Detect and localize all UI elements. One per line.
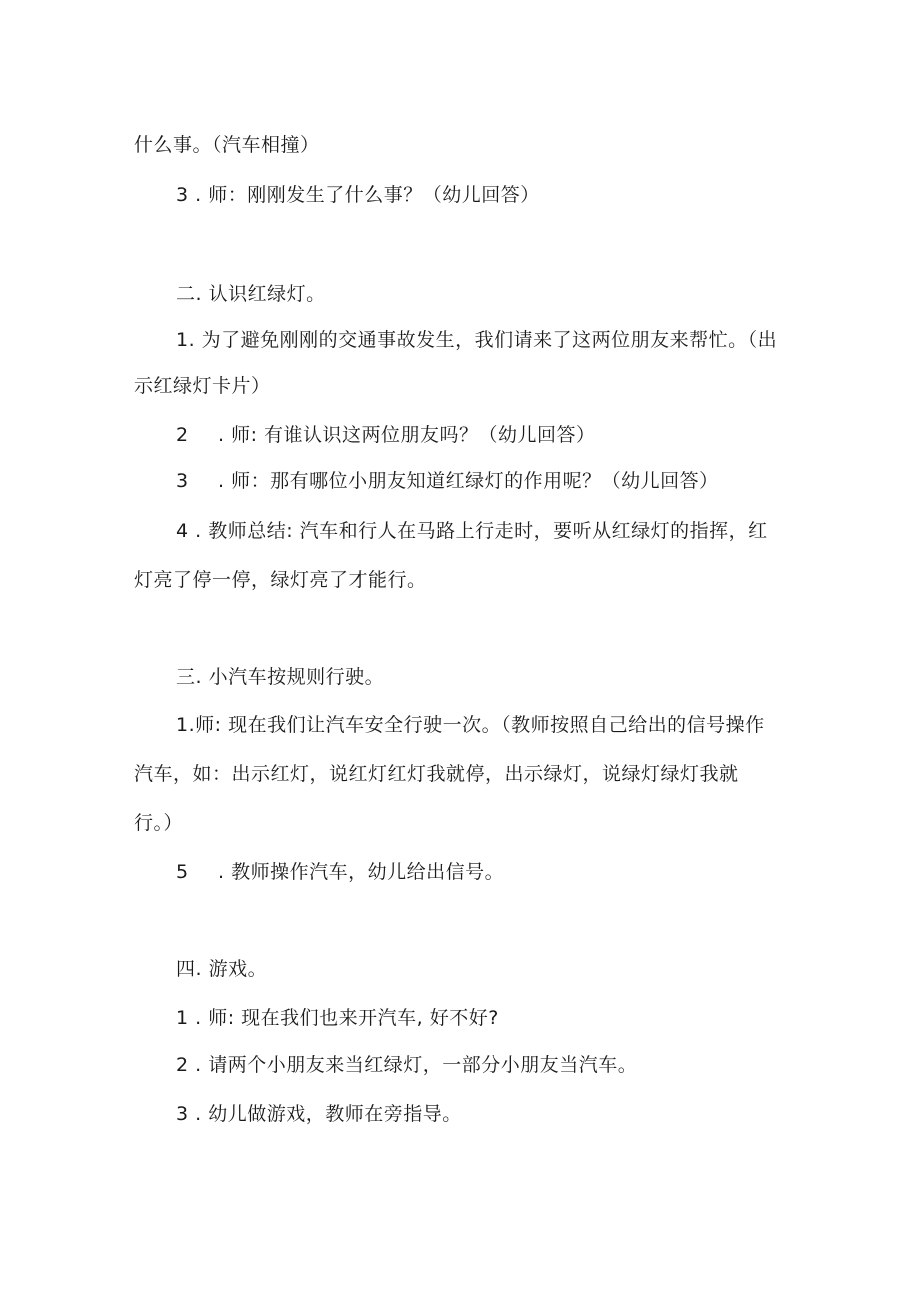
text-line-item	[176, 1101, 462, 1127]
text-line-item	[176, 859, 504, 885]
line-text: 3 . 幼儿做游戏，教师在旁指导。	[176, 1103, 462, 1125]
section-heading-2	[176, 281, 326, 307]
line-text: 示红绿灯卡片）	[134, 375, 271, 397]
line-text: 行。）	[134, 812, 184, 834]
section-heading-4	[176, 956, 267, 982]
line-text: 4 . 教师总结: 汽车和行人在马路上行走时，要听从红绿灯的指挥，红	[176, 520, 768, 542]
item-number: 2	[176, 424, 189, 446]
text-line-item	[176, 327, 777, 353]
text-line-continuation	[134, 761, 739, 787]
line-text: . 师：那有哪位小朋友知道红绿灯的作用呢？（幼儿回答）	[218, 470, 719, 492]
text-line-item	[176, 182, 540, 208]
text-line-item	[176, 468, 719, 494]
text-line-item	[176, 1052, 637, 1078]
text-line-item	[176, 422, 596, 448]
section-heading-3	[176, 664, 384, 690]
line-text: 3 . 师：刚刚发生了什么事？（幼儿回答）	[176, 184, 540, 206]
heading-text: 三. 小汽车按规则行驶。	[176, 666, 385, 688]
item-number: 3	[176, 470, 189, 492]
text-line-item	[176, 712, 765, 738]
heading-text: 二. 认识红绿灯。	[176, 283, 326, 305]
line-text: 2 . 请两个小朋友来当红绿灯，一部分小朋友当汽车。	[176, 1054, 638, 1076]
line-text: 1.师: 现在我们让汽车安全行驶一次。（教师按照自己给出的信号操作	[176, 714, 765, 736]
text-line-item	[176, 518, 768, 544]
heading-text: 四. 游戏。	[176, 958, 268, 980]
line-text: . 教师操作汽车，幼儿给出信号。	[218, 861, 505, 883]
line-text: . 师: 有谁认识这两位朋友吗？（幼儿回答）	[218, 424, 596, 446]
line-text: 1 . 师: 现在我们也来开汽车, 好不好?	[176, 1007, 499, 1029]
item-number: 5	[176, 861, 189, 883]
text-line-continuation	[134, 132, 320, 158]
line-text: 什么事。（汽车相撞）	[134, 134, 320, 156]
text-line-item	[176, 1005, 499, 1031]
line-text: 灯亮了停一停，绿灯亮了才能行。	[134, 569, 427, 591]
line-text: 1. 为了避免刚刚的交通事故发生，我们请来了这两位朋友来帮忙。（出	[176, 329, 778, 351]
line-text: 汽车，如：出示红灯，说红灯红灯我就停，出示绿灯，说绿灯绿灯我就	[134, 763, 739, 785]
text-line-continuation	[134, 373, 271, 399]
text-line-continuation	[134, 567, 427, 593]
text-line-continuation	[134, 810, 183, 836]
